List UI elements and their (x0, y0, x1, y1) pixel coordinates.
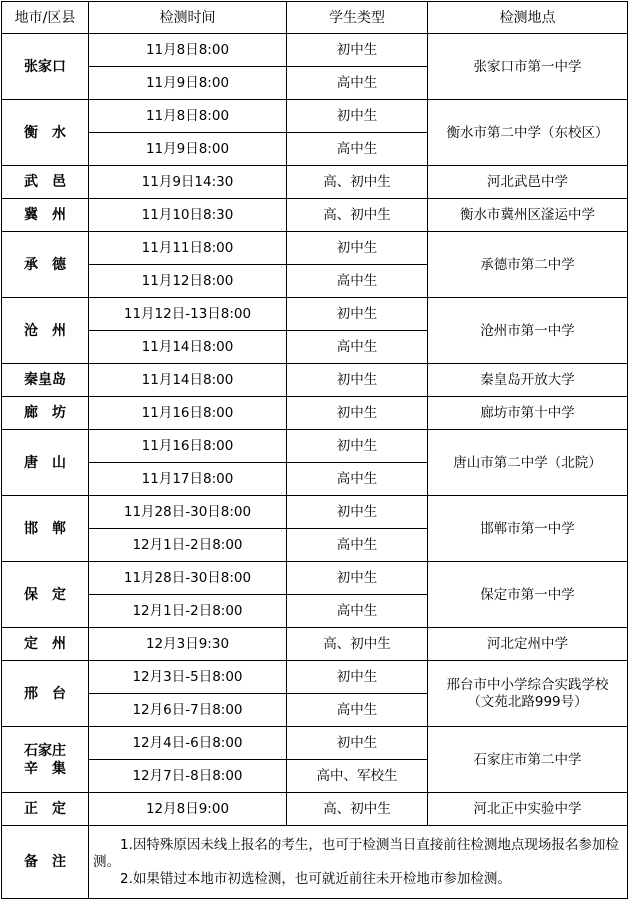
time-cell: 11月16日8:00 (89, 430, 287, 463)
table-row (2, 793, 628, 826)
type-cell: 高、初中生 (287, 166, 428, 199)
type-cell: 初中生 (287, 34, 428, 67)
city-line: 石家庄 (24, 742, 66, 759)
type-cell: 初中生 (287, 232, 428, 265)
time-cell: 11月14日8:00 (89, 331, 287, 364)
type-cell: 高中生 (287, 595, 428, 628)
table-row (2, 100, 628, 133)
table-row (2, 364, 628, 397)
city-cell: 正 定 (2, 793, 89, 826)
city-cell: 承 德 (2, 232, 89, 298)
location-cell: 衡水市第二中学（东校区） (428, 100, 628, 166)
table-row (2, 232, 628, 265)
time-cell: 11月17日8:00 (89, 463, 287, 496)
table-row (2, 727, 628, 760)
type-cell: 初中生 (287, 661, 428, 694)
table-row (2, 166, 628, 199)
time-cell: 12月3日9:30 (89, 628, 287, 661)
location-line: 邢台市中小学综合实践学校 (446, 676, 609, 693)
remarks-text (89, 826, 628, 899)
header-time: 检测时间 (89, 2, 287, 34)
location-cell: 唐山市第二中学（北院） (428, 430, 628, 496)
table-row (2, 298, 628, 331)
city-cell: 唐 山 (2, 430, 89, 496)
type-cell: 高中生 (287, 67, 428, 100)
type-cell: 初中生 (287, 430, 428, 463)
city-cell: 衡 水 (2, 100, 89, 166)
time-cell: 12月4日-6日8:00 (89, 727, 287, 760)
type-cell: 初中生 (287, 298, 428, 331)
time-cell: 12月3日-5日8:00 (89, 661, 287, 694)
type-cell: 初中生 (287, 364, 428, 397)
location-cell: 河北定州中学 (428, 628, 628, 661)
time-cell: 11月9日8:00 (89, 133, 287, 166)
time-cell: 12月8日9:00 (89, 793, 287, 826)
type-cell: 高中生 (287, 463, 428, 496)
time-cell: 12月6日-7日8:00 (89, 694, 287, 727)
type-cell: 高中生 (287, 694, 428, 727)
type-cell: 高、初中生 (287, 793, 428, 826)
type-cell: 初中生 (287, 727, 428, 760)
type-cell: 高中、军校生 (287, 760, 428, 793)
time-cell: 11月9日14:30 (89, 166, 287, 199)
schedule-table (1, 1, 628, 899)
location-cell: 秦皇岛开放大学 (428, 364, 628, 397)
table-row (2, 661, 628, 694)
remarks-row (2, 826, 628, 899)
time-cell: 12月1日-2日8:00 (89, 529, 287, 562)
city-cell: 沧 州 (2, 298, 89, 364)
time-cell: 11月14日8:00 (89, 364, 287, 397)
location-cell: 河北武邑中学 (428, 166, 628, 199)
location-cell: 河北正中实验中学 (428, 793, 628, 826)
header-student-type: 学生类型 (287, 2, 428, 34)
table-row (2, 34, 628, 67)
time-cell: 12月7日-8日8:00 (89, 760, 287, 793)
time-cell: 11月12日8:00 (89, 265, 287, 298)
time-cell: 11月9日8:00 (89, 67, 287, 100)
location-line: （文苑北路999号） (467, 693, 588, 710)
type-cell: 初中生 (287, 397, 428, 430)
time-cell: 12月1日-2日8:00 (89, 595, 287, 628)
location-cell: 保定市第一中学 (428, 562, 628, 628)
table-row (2, 397, 628, 430)
table-row (2, 430, 628, 463)
type-cell: 初中生 (287, 496, 428, 529)
city-cell: 邯 郸 (2, 496, 89, 562)
time-cell: 11月8日8:00 (89, 34, 287, 67)
type-cell: 初中生 (287, 562, 428, 595)
location-cell (428, 661, 628, 727)
table-row (2, 199, 628, 232)
location-cell: 廊坊市第十中学 (428, 397, 628, 430)
header-city: 地市/区县 (2, 2, 89, 34)
header-location: 检测地点 (428, 2, 628, 34)
remark-line: 1.因特殊原因未线上报名的考生，也可于检测当日直接前往检测地点现场报名参加检测。 (93, 836, 619, 870)
remarks-label: 备 注 (2, 826, 89, 899)
city-cell: 定 州 (2, 628, 89, 661)
location-cell: 张家口市第一中学 (428, 34, 628, 100)
type-cell: 高、初中生 (287, 199, 428, 232)
time-cell: 11月11日8:00 (89, 232, 287, 265)
table-row (2, 496, 628, 529)
location-cell: 石家庄市第二中学 (428, 727, 628, 793)
city-cell: 秦皇岛 (2, 364, 89, 397)
city-cell: 张家口 (2, 34, 89, 100)
location-cell: 沧州市第一中学 (428, 298, 628, 364)
time-cell: 11月28日-30日8:00 (89, 562, 287, 595)
time-cell: 11月28日-30日8:00 (89, 496, 287, 529)
type-cell: 高中生 (287, 265, 428, 298)
time-cell: 11月12日-13日8:00 (89, 298, 287, 331)
location-cell: 承德市第二中学 (428, 232, 628, 298)
city-cell (2, 727, 89, 793)
time-cell: 11月8日8:00 (89, 100, 287, 133)
city-cell: 廊 坊 (2, 397, 89, 430)
type-cell: 高中生 (287, 133, 428, 166)
type-cell: 高中生 (287, 529, 428, 562)
header-row (2, 2, 628, 34)
type-cell: 高中生 (287, 331, 428, 364)
time-cell: 11月16日8:00 (89, 397, 287, 430)
table-row (2, 562, 628, 595)
table-row (2, 628, 628, 661)
time-cell: 11月10日8:30 (89, 199, 287, 232)
remark-line: 2.如果错过本地市初选检测，也可就近前往未开检地市参加检测。 (120, 870, 511, 887)
city-cell: 冀 州 (2, 199, 89, 232)
type-cell: 高、初中生 (287, 628, 428, 661)
type-cell: 初中生 (287, 100, 428, 133)
city-cell: 邢 台 (2, 661, 89, 727)
location-cell: 邯郸市第一中学 (428, 496, 628, 562)
city-cell: 武 邑 (2, 166, 89, 199)
city-line: 辛 集 (24, 760, 66, 777)
city-cell: 保 定 (2, 562, 89, 628)
location-cell: 衡水市冀州区滏运中学 (428, 199, 628, 232)
